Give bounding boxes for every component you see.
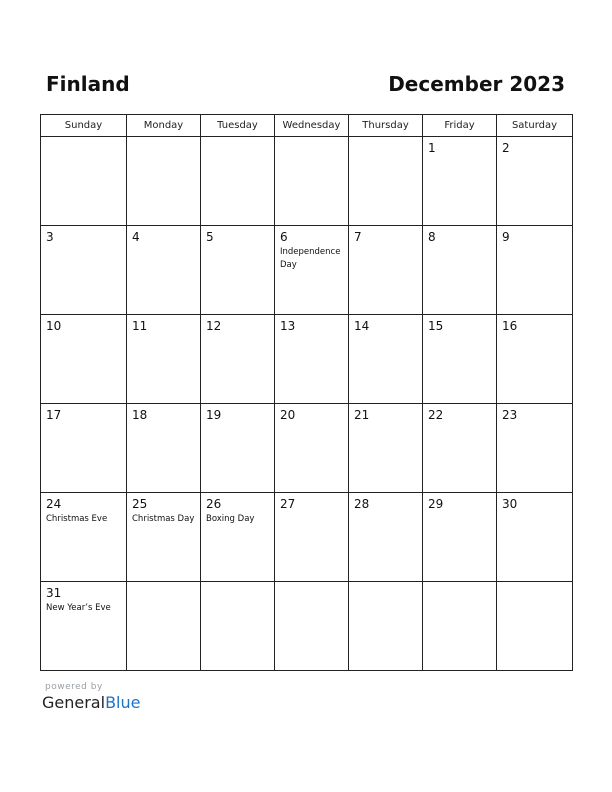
day-cell bbox=[275, 582, 349, 671]
holiday-label bbox=[275, 141, 348, 143]
holiday-label bbox=[127, 333, 200, 335]
day-cell bbox=[275, 226, 349, 315]
brand-general: General bbox=[42, 693, 106, 712]
day-cell bbox=[41, 493, 127, 582]
holiday-label bbox=[497, 511, 572, 513]
holiday-label bbox=[497, 586, 572, 588]
day-number: 15 bbox=[428, 319, 444, 333]
day-cell bbox=[275, 137, 349, 226]
day-number: 7 bbox=[354, 230, 362, 244]
day-number: 6 bbox=[280, 230, 288, 244]
footer bbox=[42, 682, 140, 712]
day-number: 14 bbox=[354, 319, 370, 333]
week-row bbox=[41, 404, 573, 493]
holiday-label bbox=[127, 422, 200, 424]
day-cell bbox=[41, 582, 127, 671]
week-row bbox=[41, 226, 573, 315]
weekday-monday: Monday bbox=[127, 115, 201, 137]
day-cell bbox=[497, 582, 573, 671]
day-number: 26 bbox=[206, 497, 222, 511]
day-cell bbox=[41, 226, 127, 315]
week-row bbox=[41, 137, 573, 226]
day-cell bbox=[127, 493, 201, 582]
day-cell bbox=[201, 582, 275, 671]
day-cell bbox=[127, 315, 201, 404]
holiday-label bbox=[41, 244, 126, 246]
weekday-header-row bbox=[41, 115, 573, 137]
day-number: 30 bbox=[502, 497, 518, 511]
holiday-label bbox=[497, 244, 572, 246]
day-number: 16 bbox=[502, 319, 518, 333]
day-cell bbox=[349, 226, 423, 315]
day-cell bbox=[423, 137, 497, 226]
weekday-tuesday: Tuesday bbox=[201, 115, 275, 137]
holiday-label: Boxing Day bbox=[206, 514, 255, 524]
holiday-label bbox=[275, 422, 348, 424]
day-cell bbox=[201, 404, 275, 493]
holiday-label bbox=[201, 422, 274, 424]
holiday-label bbox=[275, 511, 348, 513]
holiday-label bbox=[497, 333, 572, 335]
day-cell bbox=[275, 315, 349, 404]
day-number: 12 bbox=[206, 319, 222, 333]
day-number: 17 bbox=[46, 408, 62, 422]
day-cell bbox=[423, 226, 497, 315]
holiday-label bbox=[423, 586, 496, 588]
day-number: 27 bbox=[280, 497, 296, 511]
day-number: 1 bbox=[428, 141, 436, 155]
calendar-grid bbox=[40, 114, 573, 671]
holiday-label: Independence Day bbox=[280, 247, 341, 270]
day-cell bbox=[349, 582, 423, 671]
day-number: 10 bbox=[46, 319, 62, 333]
powered-by-text: powered by bbox=[45, 682, 103, 692]
day-cell bbox=[41, 315, 127, 404]
day-number: 18 bbox=[132, 408, 148, 422]
day-cell bbox=[497, 137, 573, 226]
day-number: 5 bbox=[206, 230, 214, 244]
holiday-label bbox=[349, 586, 422, 588]
day-number: 9 bbox=[502, 230, 510, 244]
day-number: 24 bbox=[46, 497, 62, 511]
holiday-label bbox=[349, 333, 422, 335]
day-number: 4 bbox=[132, 230, 140, 244]
day-cell bbox=[275, 404, 349, 493]
week-row bbox=[41, 582, 573, 671]
weekday-friday: Friday bbox=[423, 115, 497, 137]
brand-logo[interactable] bbox=[42, 693, 140, 712]
brand-blue: Blue bbox=[105, 693, 141, 712]
holiday-label bbox=[201, 586, 274, 588]
day-number: 23 bbox=[502, 408, 518, 422]
day-number: 3 bbox=[46, 230, 54, 244]
holiday-label bbox=[127, 586, 200, 588]
day-number: 19 bbox=[206, 408, 222, 422]
weekday-saturday: Saturday bbox=[497, 115, 573, 137]
day-cell bbox=[275, 493, 349, 582]
holiday-label bbox=[349, 511, 422, 513]
day-cell bbox=[423, 582, 497, 671]
week-row bbox=[41, 493, 573, 582]
holiday-label bbox=[201, 141, 274, 143]
day-cell bbox=[41, 137, 127, 226]
day-cell bbox=[127, 137, 201, 226]
day-cell bbox=[423, 493, 497, 582]
weekday-sunday: Sunday bbox=[41, 115, 127, 137]
day-number: 8 bbox=[428, 230, 436, 244]
holiday-label bbox=[41, 422, 126, 424]
holiday-label bbox=[349, 422, 422, 424]
weekday-thursday: Thursday bbox=[349, 115, 423, 137]
day-number: 31 bbox=[46, 586, 62, 600]
day-cell bbox=[127, 404, 201, 493]
day-cell bbox=[127, 226, 201, 315]
day-cell bbox=[201, 493, 275, 582]
holiday-label bbox=[423, 333, 496, 335]
day-cell bbox=[497, 315, 573, 404]
holiday-label bbox=[497, 155, 572, 157]
day-cell bbox=[497, 226, 573, 315]
holiday-label: Christmas Eve bbox=[46, 514, 108, 524]
week-row bbox=[41, 315, 573, 404]
day-number: 13 bbox=[280, 319, 296, 333]
day-number: 28 bbox=[354, 497, 370, 511]
day-number: 2 bbox=[502, 141, 510, 155]
country-title: Finland bbox=[46, 72, 130, 96]
day-cell bbox=[349, 404, 423, 493]
holiday-label bbox=[127, 141, 200, 143]
holiday-label bbox=[423, 511, 496, 513]
day-number: 29 bbox=[428, 497, 444, 511]
holiday-label bbox=[275, 333, 348, 335]
holiday-label bbox=[201, 244, 274, 246]
holiday-label bbox=[423, 244, 496, 246]
day-cell bbox=[201, 315, 275, 404]
day-cell bbox=[201, 137, 275, 226]
holiday-label bbox=[41, 333, 126, 335]
holiday-label bbox=[497, 422, 572, 424]
holiday-label bbox=[127, 244, 200, 246]
holiday-label bbox=[349, 141, 422, 143]
day-cell bbox=[349, 315, 423, 404]
day-cell bbox=[127, 582, 201, 671]
holiday-label bbox=[41, 141, 126, 143]
holiday-label bbox=[275, 586, 348, 588]
day-cell bbox=[349, 137, 423, 226]
month-title: December 2023 bbox=[388, 72, 565, 96]
day-cell bbox=[423, 315, 497, 404]
day-number: 11 bbox=[132, 319, 148, 333]
weekday-wednesday: Wednesday bbox=[275, 115, 349, 137]
day-cell bbox=[349, 493, 423, 582]
day-number: 22 bbox=[428, 408, 444, 422]
day-cell bbox=[497, 493, 573, 582]
day-cell bbox=[497, 404, 573, 493]
holiday-label bbox=[201, 333, 274, 335]
holiday-label bbox=[423, 155, 496, 157]
holiday-label: Christmas Day bbox=[132, 514, 195, 524]
holiday-label bbox=[423, 422, 496, 424]
day-number: 20 bbox=[280, 408, 296, 422]
day-number: 21 bbox=[354, 408, 370, 422]
day-cell bbox=[423, 404, 497, 493]
day-number: 25 bbox=[132, 497, 148, 511]
holiday-label bbox=[349, 244, 422, 246]
day-cell bbox=[41, 404, 127, 493]
holiday-label: New Year’s Eve bbox=[46, 603, 111, 613]
day-cell bbox=[201, 226, 275, 315]
